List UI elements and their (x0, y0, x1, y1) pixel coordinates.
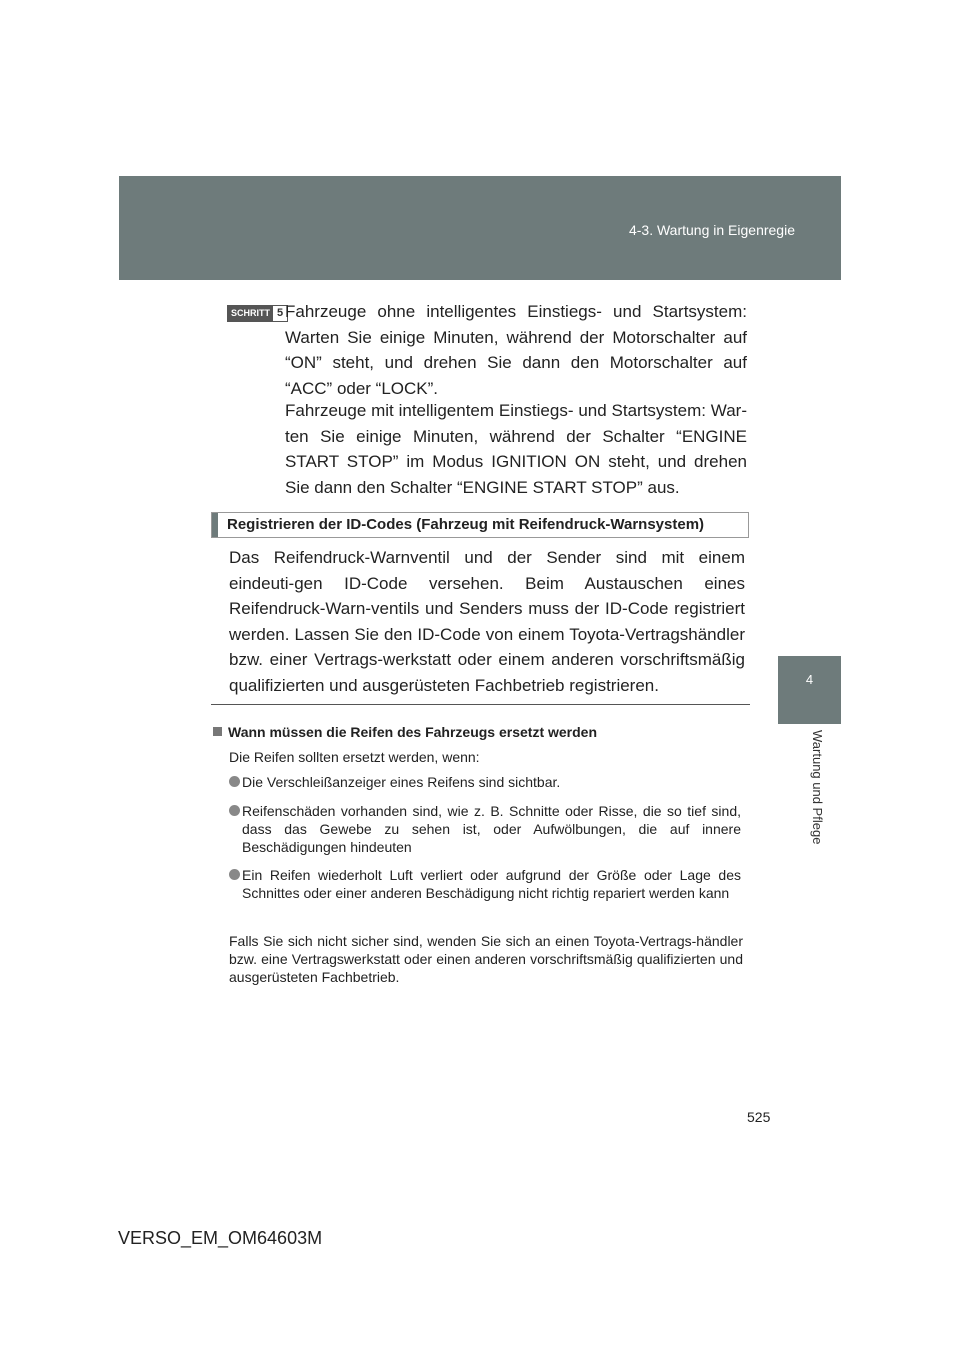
header-band (119, 176, 841, 280)
section-heading-text: Registrieren der ID-Codes (Fahrzeug mit Reifendruck-Warnsystem) (227, 516, 705, 533)
heading-accent-bar (212, 513, 218, 537)
step-badge-number: 5 (273, 306, 287, 321)
note-closing: Falls Sie sich nicht sicher sind, wenden Sie sich an einen Toyota-Vertrags-händler bzw. eine Vertragswerkstatt oder einen anderen vorschriftsmäßig qualifizierten und ausgerüsteten Fachbetrieb. (229, 933, 743, 985)
bullet-dot-icon (229, 805, 240, 816)
section-body: Das Reifendruck-Warnventil und der Sender sind mit einem eindeuti-gen ID-Code versehen. Beim Austauschen eines Reifendruck-Warn-ventils und Senders muss der ID-Code registriert werden. Lassen Sie den ID-Code von einem Toyota-Vertragshändler bzw. einer Vertrags-werkstatt oder einem anderen vorschriftsmäßig qualifizierten und ausgerüsteten Fachbetrieb registrieren. (229, 548, 745, 695)
step-paragraph-1: Fahrzeuge ohne intelligentes Einstiegs- und Startsystem: Warten Sie einige Minuten, während der Motorschalter auf “ON” steht, und drehen Sie dann den Motorschalter auf “ACC” oder “LOCK”. (285, 302, 747, 398)
list-item-text: Die Verschleißanzeiger eines Reifens sind sichtbar. (242, 774, 561, 790)
page-number: 525 (747, 1109, 771, 1125)
step-badge (227, 305, 288, 322)
chapter-label: Wartung und Pflege (810, 730, 825, 845)
list-item-text: Reifenschäden vorhanden sind, wie z. B. Schnitte oder Risse, die so tief sind, dass das Gewebe zu sehen ist, oder Aufwölbungen, die auf innere Beschädigungen hindeuten (242, 803, 741, 855)
step-badge-word: SCHRITT (228, 306, 273, 321)
note-intro: Die Reifen sollten ersetzt werden, wenn: (229, 749, 480, 765)
bullet-dot-icon (229, 776, 240, 787)
section-heading (211, 512, 749, 538)
list-item (229, 802, 741, 856)
list-item (229, 773, 741, 791)
bullet-dot-icon (229, 869, 240, 880)
list-item (229, 866, 741, 902)
section-title: 4-3. Wartung in Eigenregie (628, 222, 795, 238)
step-paragraph-2: Fahrzeuge mit intelligentem Einstiegs- und Startsystem: War-ten Sie einige Minuten, während der Schalter “ENGINE START STOP” im Modus IGNITION ON steht, und drehen Sie dann den Schalter “ENGINE START STOP” aus. (285, 401, 747, 497)
divider (211, 704, 750, 705)
note-title-text: Wann müssen die Reifen des Fahrzeugs ersetzt werden (228, 724, 598, 740)
document-code: VERSO_EM_OM64603M (118, 1228, 323, 1248)
list-item-text: Ein Reifen wiederholt Luft verliert oder aufgrund der Größe oder Lage des Schnittes oder einer anderen Beschädigung nicht richtig repariert werden kann (242, 867, 741, 901)
square-bullet-icon (213, 727, 222, 736)
chapter-number: 4 (805, 672, 814, 687)
note-title (213, 724, 597, 740)
chapter-tab (778, 656, 841, 724)
